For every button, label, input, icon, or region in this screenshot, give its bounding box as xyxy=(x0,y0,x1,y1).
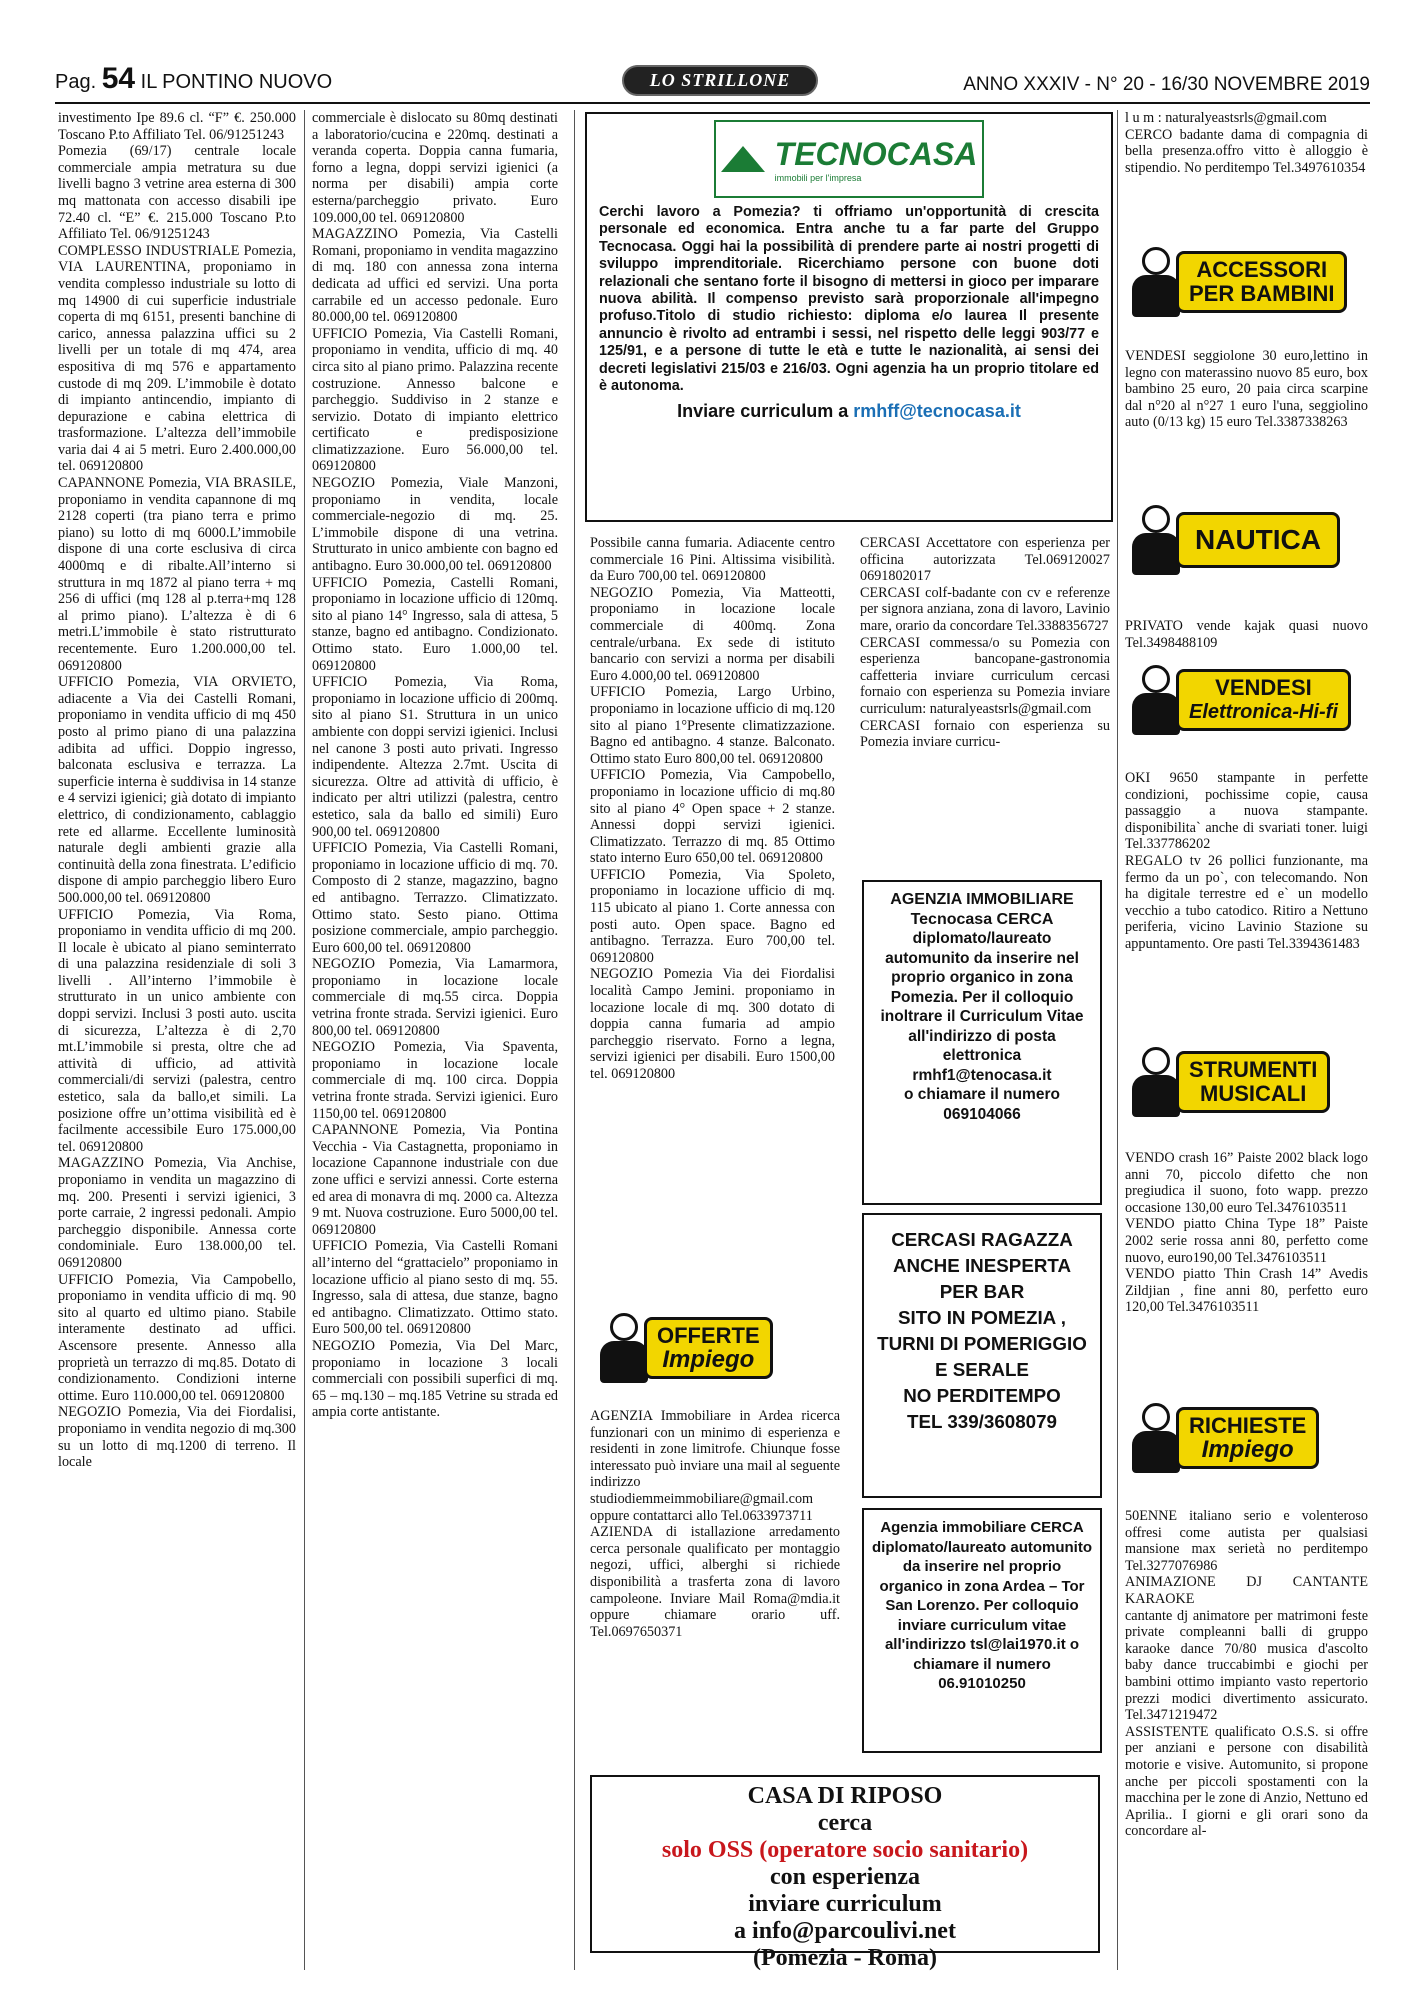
classified-ad: CAPANNONE Pomezia, VIA BRASILE, proponiamo in vendita capannone di mq 2128 coperti (tra piano terra e primo piano) su lotto di mq 6000.L’immobile dispone di una corte esclusiva di circa 4000mq e di ribalte.All’interno si struttura in mq 1872 al piano terra + mq 256 di uffici (mq 128 al p.terra+mq 128 al primo piano). L’altezza è di 6 metri.L’immobile è stato ristrutturato recentemente. Euro 1.200.000,00 tel. 069120800 xyxy=(58,475,296,674)
classified-ad: PER BAR xyxy=(939,1281,1025,1302)
classified-ad: NEGOZIO Pomezia, Via Matteotti, proponiamo in locazione locale commerciale di 400mq. Zona centrale/urbana. Ex sede di istituto bancario con servizi a norma per disabili Euro 4.000,00 tel. 069120800 xyxy=(590,584,835,684)
strillone-logo xyxy=(595,64,845,96)
section-title: OFFERTE xyxy=(657,1323,760,1348)
paper-name: IL PONTINO NUOVO xyxy=(140,71,333,93)
tecnocasa-body: Cerchi lavoro a Pomezia? ti offriamo un'opportunità di crescita personale ed economica. Entra anche tu a far parte del Gruppo Tecnocasa. Oggi hai la possibilità di prendere parte ai nostri progetti di sviluppo imprenditoriale. Ricerchiamo persone con buone doti relazionali che sentano forte il bisogno di mettersi in gioco per imparare nuova abilità. Il compenso previsto sarà proporzionale all'impegno profuso.Titolo di studio richiesto: diploma e/o laurea Il presente annuncio è rivolto ad entrambi i sessi, nel rispetto delle leggi 903/77 e 125/91, e a persone di tutte le età e tutte le nazionalità, ai sensi dei decreti legislativi 215/03 e 216/03. Ogni agenzia ha un proprio titolare ed è autonoma. xyxy=(599,204,1099,395)
classified-ad: UFFICIO Pomezia, Via Roma, proponiamo in vendita ufficio di mq 200. Il locale è ubicato al piano seminterrato di una palazzina residenziale di soli 3 livelli . All’interno l’immobile è strutturato in un unico ambiente con doppi servizi. Inclusi 3 posti auto. uscita di sicurezza, L’altezza è di 2,70 mt.L’immobile si presta, oltre che ad attività di ufficio, ad attività commerciali/di servizi (palestra, centro estetico, sala da ballo,et simili. La posizione offre un’ottima visibilità ed è facilmente accessibile Euro 175.000,00 tel. 069120800 xyxy=(58,906,296,1155)
classified-ad: CERCASI colf-badante con cv e referenze per signora anziana, zona di lavoro, Lavinio mare, orario da concordare Tel.3388356727 xyxy=(860,584,1110,634)
classified-ad: l u m : naturalyeastsrls@gmail.com xyxy=(1125,110,1327,126)
riposo-line3: solo OSS (operatore socio sanitario) xyxy=(661,1837,1029,1863)
column-7e xyxy=(1125,1150,1368,1395)
classified-ad: UFFICIO Pomezia, Via Castelli Romani all’interno del “grattacielo” proponiamo in locazione ufficio al piano sesto di mq. 55. Ingresso, sala di attesa, due stanze, bagno ed antibagno. Climatizzato. Ottimo stato. Euro 500,00 tel. 069120800 xyxy=(312,1238,558,1338)
agenzia-ardea-box xyxy=(862,1508,1102,1753)
tecnocasa-logo xyxy=(714,120,984,198)
classified-ad: CERCASI fornaio con esperienza su Pomezia inviare curricu- xyxy=(860,717,1110,751)
section-banner xyxy=(1176,1051,1330,1113)
agenzia-email[interactable]: rmhf1@tenocasa.it xyxy=(912,1066,1052,1084)
section-title: VENDESI xyxy=(1215,675,1312,700)
column-divider xyxy=(1117,110,1118,1970)
classified-ad: UFFICIO Pomezia, Via Castelli Romani, proponiamo in locazione ufficio di mq. 70. Composto di 2 stanze, magazzino, bagno ed antibagno. Terrazzo. Climatizzato. Ottimo stato. Sesto piano. Ottima posizione commerciale, ampio parcheggio. Euro 600,00 tel. 069120800 xyxy=(312,840,558,956)
ardea-title: Agenzia immobiliare CERCA xyxy=(880,1519,1084,1536)
strillone-figure-icon xyxy=(1130,1401,1182,1475)
tecnocasa-email[interactable]: rmhff@tecnocasa.it xyxy=(853,401,1021,422)
classified-ad: NEGOZIO Pomezia, Via Lamarmora, proponiamo in locazione locale commerciale di mq.55 circa. Doppia vetrina fronte strada. Servizi igienici. Euro 800,00 tel. 069120800 xyxy=(312,956,558,1039)
classified-ad: NEGOZIO Pomezia Via dei Fiordalisi località Campo Jemini. proponiamo in locazione locale di mq. 300 dotato di doppia canna fumaria ad ampio parcheggio riservato. Forno a legna, servizi igienici per disabili. Euro 1500,00 tel. 069120800 xyxy=(590,966,835,1082)
classified-ad: VENDESI seggiolone 30 euro,lettino in legno con materassino nuovo 85 euro, box bambino 25 euro, 20 paia circa scarpine dal n°20 al n°27 1 euro l'una, seggiolino auto (0/13 kg) 15 euro Tel.3387338263 xyxy=(1125,348,1368,431)
agenzia-phone-line: o chiamare il numero xyxy=(904,1086,1060,1103)
section-title: ACCESSORI xyxy=(1196,257,1328,282)
section-banner xyxy=(1176,512,1340,568)
issue-info: ANNO XXXIV - N° 20 - 16/30 NOVEMBRE 2019 xyxy=(963,74,1370,95)
classified-ad: NEGOZIO Pomezia, Viale Manzoni, proponiamo in vendita, locale commerciale-negozio di mq. 25. L’immobile dispone di una vetrina. Strutturato in unico ambiente con bagno ed antibagno. Euro 30.000,00 tel. 069120800 xyxy=(312,475,558,575)
classified-ad: MAGAZZINO Pomezia, Via Anchise, proponiamo in vendita un magazzino di mq. 200. Presenti i servizi igienici, 3 porte carraie, 2 ingressi pedonali. Ampio parcheggio disponibile. Annessa corte condominiale. Euro 138.000,00 tel. 069120800 xyxy=(58,1155,296,1271)
section-title: RICHIESTE xyxy=(1189,1413,1307,1438)
tecnocasa-ad xyxy=(585,112,1113,522)
classified-ad: UFFICIO Pomezia, VIA ORVIETO, adiacente a Via dei Castelli Romani, proponiamo in vendita ufficio di mq 450 posto al primo piano di una palazzina adibita ad uffici. Doppio ingresso, balconata esclusiva e terrazza. La superficie interna è suddivisa in 14 stanze e 4 servizi igienici; già dotato di impianto elettrico, di condizionamento, cablaggio rete ed allarme. Eccellente luminosità naturale degli ambienti grazie alla continuità della zona finestrata. L’edificio dispone di ampio parcheggio libero Euro 500.000,00 tel. 069120800 xyxy=(58,674,296,906)
classified-ad: NO PERDITEMPO xyxy=(903,1385,1061,1406)
classified-ad: 50ENNE italiano serio e volenteroso offresi come autista per qualsiasi mansione max serietà no perditempo Tel.3277076986 xyxy=(1125,1508,1368,1574)
classified-ad: NEGOZIO Pomezia, Via dei Fiordalisi, proponiamo in vendita negozio di mq.300 su un lotto di mq.1200 di terreno. Il locale xyxy=(58,1404,296,1471)
ardea-phone: 06.91010250 xyxy=(938,1675,1026,1692)
strillone-figure-icon xyxy=(1130,1045,1182,1119)
classified-ad: COMPLESSO INDUSTRIALE Pomezia, VIA LAURENTINA, proponiamo in vendita complesso industriale su lotto di mq 14900 di cui superficie industriale coperta di mq 6151, presenti banchine di carico, annessa palazzina uffici su 2 livelli per un totale di mq 474, area espositiva di mq 576 e appartamento custode di mq 209. L’immobile è dotato di impianto antincendio, impianto di depurazione e cabina elettrica di trasformazione. L’altezza dell’immobile varia dai 4 ai 5 metri. Euro 2.400.000,00 tel. 069120800 xyxy=(58,242,296,475)
cercasi-ragazza-box xyxy=(862,1213,1102,1498)
section-subtitle: Impiego xyxy=(1201,1436,1294,1463)
agenzia-body: diplomato/laureato automunito da inserire nel proprio organico in zona Pomezia. Per il colloquio inoltrare il Curriculum Vitae all'indirizzo di posta elettronica xyxy=(880,930,1084,1064)
strillone-figure-icon xyxy=(598,1311,650,1385)
column-divider xyxy=(574,110,575,1970)
classified-ad: CAPANNONE Pomezia, Via Pontina Vecchia - Via Castagnetta, proponiamo in locazione Capannone industriale con due zone uffici e servizi annessi. Corte esterna ed area di monavra di mq. 2000 ca. Altezza 9 mt. Nuova costruzione. Euro 5000,00 tel. 069120800 xyxy=(312,1122,558,1238)
classified-ad: ASSISTENTE qualificato O.S.S. si offre per anziani e persone con disabilità motorie e visive. Automunito, si propone anche per piccoli spostamenti con la macchina per le zone di Anzio, Nettuno ed Aprilia.. I giorni e gli orari sono da concordare al- xyxy=(1125,1723,1368,1840)
classified-ad: UFFICIO Pomezia, Castelli Romani, proponiamo in locazione ufficio di 120mq. sito al piano 14° Ingresso, sala di attesa, 5 stanze, bagno ed antibagno. Condizionato. Ottimo stato. Euro 1.000,00 tel. 069120800 xyxy=(312,574,558,674)
classified-ad: TURNI DI POMERIGGIO xyxy=(877,1333,1087,1354)
riposo-line2: cerca xyxy=(817,1810,873,1836)
column-divider xyxy=(304,110,305,1970)
section-title: NAUTICA xyxy=(1195,524,1321,555)
classified-ad: CERCASI Accettatore con esperienza per officina autorizzata Tel.069120027 0691802017 xyxy=(860,535,1110,585)
header-rule xyxy=(55,102,1370,104)
riposo-line5: inviare curriculum xyxy=(748,1891,942,1917)
classified-ad: AGENZIA Immobiliare in Ardea ricerca funzionari con un minimo di esperienza e residenti in zone limitrofe. Chiunque fosse interessato può inviare una mail al seguente indirizzo studiodiemmeimmobiliare@gmail.com oppure contattarci allo Tel.0633973711 xyxy=(590,1408,840,1524)
classified-ad: UFFICIO Pomezia, Via Campobello, proponiamo in vendita ufficio di mq. 90 sito al quarto ed ultimo piano. Stabile interamente destinato ad uffici. Ascensore presente. Annesso alla proprietà un terrazzo di mq.85. Dotato di condizionamento. Condizioni interne ottime. Euro 110.000,00 tel. 069120800 xyxy=(58,1271,296,1404)
page-number: 54 xyxy=(101,62,136,95)
section-subtitle: MUSICALI xyxy=(1200,1081,1307,1106)
section-banner xyxy=(1176,251,1347,313)
column-1 xyxy=(58,110,296,1970)
column-7a xyxy=(1125,110,1368,238)
logo-text: LO STRILLONE xyxy=(622,65,819,96)
ardea-body: diplomato/laureato automunito da inserire nel proprio organico in zona Ardea – Tor San Lorenzo. Per colloquio inviare curriculum vitae all'indirizzo tsl@lai1970.it o chiamare il numero xyxy=(872,1538,1092,1673)
tecnocasa-brand: TECNOCASA xyxy=(774,135,978,172)
classified-ad: UFFICIO Pomezia, Via Campobello, proponiamo in locazione ufficio di mq.80 sito al piano 4° Open space + 2 stanze. Annessi doppi servizi igienici. Climatizzato. Terrazzo di mq. 85 Ottimo stato interno Euro 650,00 tel. 069120800 xyxy=(590,767,835,867)
classified-ad: VENDO piatto China Type 18” Paiste 2002 serie rossa anni 80, perfetto come nuovo, euro190,00 Tel.3476103511 xyxy=(1125,1216,1368,1266)
classified-ad: MAGAZZINO Pomezia, Via Castelli Romani, proponiamo in vendita magazzino di mq. 180 con annessa zona interna dedicata ad uffici ed servizi. Una porta carrabile ed un accesso pedonale. Euro 80.000,00 tel. 069120800 xyxy=(312,226,558,326)
riposo-title: CASA DI RIPOSO xyxy=(747,1783,943,1809)
classified-ad: TEL 339/3608079 xyxy=(906,1411,1058,1432)
riposo-line7: (Pomezia - Roma) xyxy=(753,1945,937,1971)
classified-ad: NEGOZIO Pomezia, Via Del Marc, proponiamo in locazione 3 locali commerciali con possibili superfici di mq. 65 – mq.130 – mq.185 Vetrine su strada ed ampia corte antistante. xyxy=(312,1337,558,1421)
classified-ad: Pomezia (69/17) centrale locale commerciale ampia metratura su due livelli bagno 3 vetrine area esterna di 300 mq mattonata con accesso disabili ipe 72.40 cl. “E” €. 215.000 Toscano P.to Affiliato Tel. 06/91251243 xyxy=(58,143,296,243)
classified-ad: CERCASI commessa/o su Pomezia con esperienza bancopane-gastronomia caffetteria inviare curriculum cercasi fornaio con esperienza su Pomezia inviare curriculum: naturalyeastsrls@gmail.com xyxy=(860,634,1110,717)
agenzia-immobiliare-box xyxy=(862,880,1102,1205)
classified-ad: Possibile canna fumaria. Adiacente centro commerciale 16 Pini. Altissima visibilità. da Euro 700,00 tel. 069120800 xyxy=(590,535,835,585)
classified-ad: OKI 9650 stampante in perfette condizioni, pochissime copie, causa passaggio a nuova stampante. disponibilita` anche di svariati toner. luigi Tel.337786202 xyxy=(1125,770,1368,853)
classified-ad: VENDO crash 16” Paiste 2002 black logo anni 70, piccolo difetto che non pregiudica il suono, foto wapp. prezzo occasione 130,00 euro Tel.3476103511 xyxy=(1125,1150,1368,1216)
section-banner xyxy=(1176,1407,1319,1469)
tecnocasa-tagline: immobili per l'impresa xyxy=(774,172,862,183)
header-left xyxy=(55,62,332,96)
tecnocasa-cta xyxy=(599,401,1099,422)
classified-ad: commerciale è dislocato su 80mq destinati a laboratorio/cucina e 220mq. destinati a veranda coperta. Doppia canna fumaria, forno a legna, doppi servizi igienici (a norma per disabili) ampia corte esterna/parcheggio privato. Euro 109.000,00 tel. 069120800 xyxy=(312,110,558,226)
riposo-line6[interactable]: a info@parcoulivi.net xyxy=(734,1918,956,1944)
classified-ad: E SERALE xyxy=(935,1359,1029,1380)
section-accessori-bambini xyxy=(1130,242,1347,322)
column-4 xyxy=(860,535,1110,870)
classified-ad: UFFICIO Pomezia, Via Spoleto, proponiamo in locazione ufficio di mq. 115 ubicato al piano 1. Corte annessa con posti auto. Open space. Bagno ed antibagno. Terrazza. Euro 700,00 tel. 069120800 xyxy=(590,866,835,966)
section-strumenti-musicali xyxy=(1130,1042,1330,1122)
classified-ad: UFFICIO Pomezia, Via Roma, proponiamo in locazione ufficio di 200mq. sito al piano S1. Struttura in un unico ambiente con doppi servizi igienici. Inclusi nel canone 3 posti auto privati. Ingresso indipendente. Altezza 2.7mt. Uscita di sicurezza. Oltre ad attività di ufficio, è indicato per altri utilizzi (palestra, centro estetico, sala da ballo ed simili) Euro 900,00 tel. 069120800 xyxy=(312,674,558,840)
section-banner xyxy=(1176,669,1351,731)
classified-ad: cantante dj animatore per matrimoni feste private compleanni balli di gruppo karaoke dance 70/80 musica d'ascolto baby dance truccabimbi e giochi per bambini ottimo impianto vasto repertorio prezzi modici divertimento assicurato. Tel.3471219472 xyxy=(1125,1607,1368,1724)
classified-ad: PRIVATO vende kajak quasi nuovo Tel.3498488109 xyxy=(1125,618,1368,651)
section-vendesi-elettronica xyxy=(1130,660,1351,740)
classified-ad: UFFICIO Pomezia, Via Castelli Romani, proponiamo in vendita, ufficio di mq. 40 circa sito al piano primo. Palazzina recente costruzione. Annesso balcone e parcheggio. Suddiviso in 2 stanze e servizio. Dotato di impianto elettrico certificato e predisposizione climatizzazione. Euro 56.000,00 tel. 069120800 xyxy=(312,325,558,475)
riposo-line4: con esperienza xyxy=(770,1864,920,1890)
classified-ad: CERCASI RAGAZZA xyxy=(891,1229,1073,1250)
strillone-figure-icon xyxy=(1130,503,1182,577)
section-nautica xyxy=(1130,500,1340,580)
classified-ad: VENDO piatto Thin Crash 14” Avedis Zildjian , fine anni 80, perfetto euro 120,00 Tel.3476103511 xyxy=(1125,1266,1368,1316)
column-7d xyxy=(1125,770,1368,1038)
column-7b xyxy=(1125,348,1368,498)
classified-ad: ANCHE INESPERTA xyxy=(892,1255,1072,1276)
section-subtitle: Impiego xyxy=(662,1346,755,1373)
page-header xyxy=(55,64,1370,100)
section-richieste-impiego xyxy=(1130,1398,1319,1478)
classified-ad: ANIMAZIONE DJ CANTANTE KARAOKE xyxy=(1125,1574,1368,1607)
page-label: Pag. xyxy=(55,71,97,93)
column-2 xyxy=(312,110,558,1970)
classified-ad: investimento Ipe 89.6 cl. “F” €. 250.000 Toscano P.to Affiliato Tel. 06/91251243 xyxy=(58,110,296,143)
classified-ad: AZIENDA di istallazione arredamento cerca personale qualificato per montaggio negozi, uffici, alberghi si richiede disponibilità a trasferta zona di lavoro campoleone. Inviare Mail Roma@mdia.it oppure chiamare orario uff. Tel.0697650371 xyxy=(590,1524,840,1640)
classified-ad: CERCO badante dama di compagnia di bella presenza.offro vitto è alloggio è stipendio. No perditempo Tel.3497610354 xyxy=(1125,126,1368,176)
agenzia-title: AGENZIA IMMOBILIARE Tecnocasa CERCA xyxy=(890,891,1074,928)
section-subtitle: Elettronica-Hi-fi xyxy=(1189,701,1338,723)
agenzia-phone: 069104066 xyxy=(943,1105,1021,1123)
classified-ad: NEGOZIO Pomezia, Via Spaventa, proponiamo in locazione locale commerciale di mq. 100 circa. Doppia vetrina fronte strada. Servizi igienici. Euro 1150,00 tel. 069120800 xyxy=(312,1039,558,1122)
section-offerte-impiego xyxy=(598,1308,773,1388)
tecnocasa-cta-text: Inviare curriculum a xyxy=(677,401,854,422)
section-title: STRUMENTI xyxy=(1189,1057,1318,1082)
classified-ad: SITO IN POMEZIA , xyxy=(897,1307,1066,1328)
classified-ad: UFFICIO Pomezia, Largo Urbino, proponiamo in locazione ufficio di mq.120 sito al piano 1°Presente climatizzazione. Bagno ed antibagno. 4 stanze. Balconato. Ottimo stato Euro 800,00 tel. 069120800 xyxy=(590,684,835,767)
column-3 xyxy=(590,535,835,1305)
casa-di-riposo-box xyxy=(590,1775,1100,1971)
column-7c xyxy=(1125,618,1368,658)
section-subtitle: PER BAMBINI xyxy=(1189,281,1335,306)
column-5 xyxy=(590,1408,840,1768)
house-icon xyxy=(721,146,765,172)
strillone-figure-icon xyxy=(1130,663,1182,737)
column-7f xyxy=(1125,1508,1368,1968)
classified-ad: REGALO tv 26 pollici funzionante, ma fermo da un po`, con telecomando. Non ha digitale terrestre ed e` un modello vecchio a tubo catodico. Ritiro a Nettuno periferia, vicino Lavinio Stazione su appuntamento. Ore pasti Tel.3394361483 xyxy=(1125,852,1368,952)
strillone-figure-icon xyxy=(1130,245,1182,319)
section-banner xyxy=(644,1317,773,1379)
